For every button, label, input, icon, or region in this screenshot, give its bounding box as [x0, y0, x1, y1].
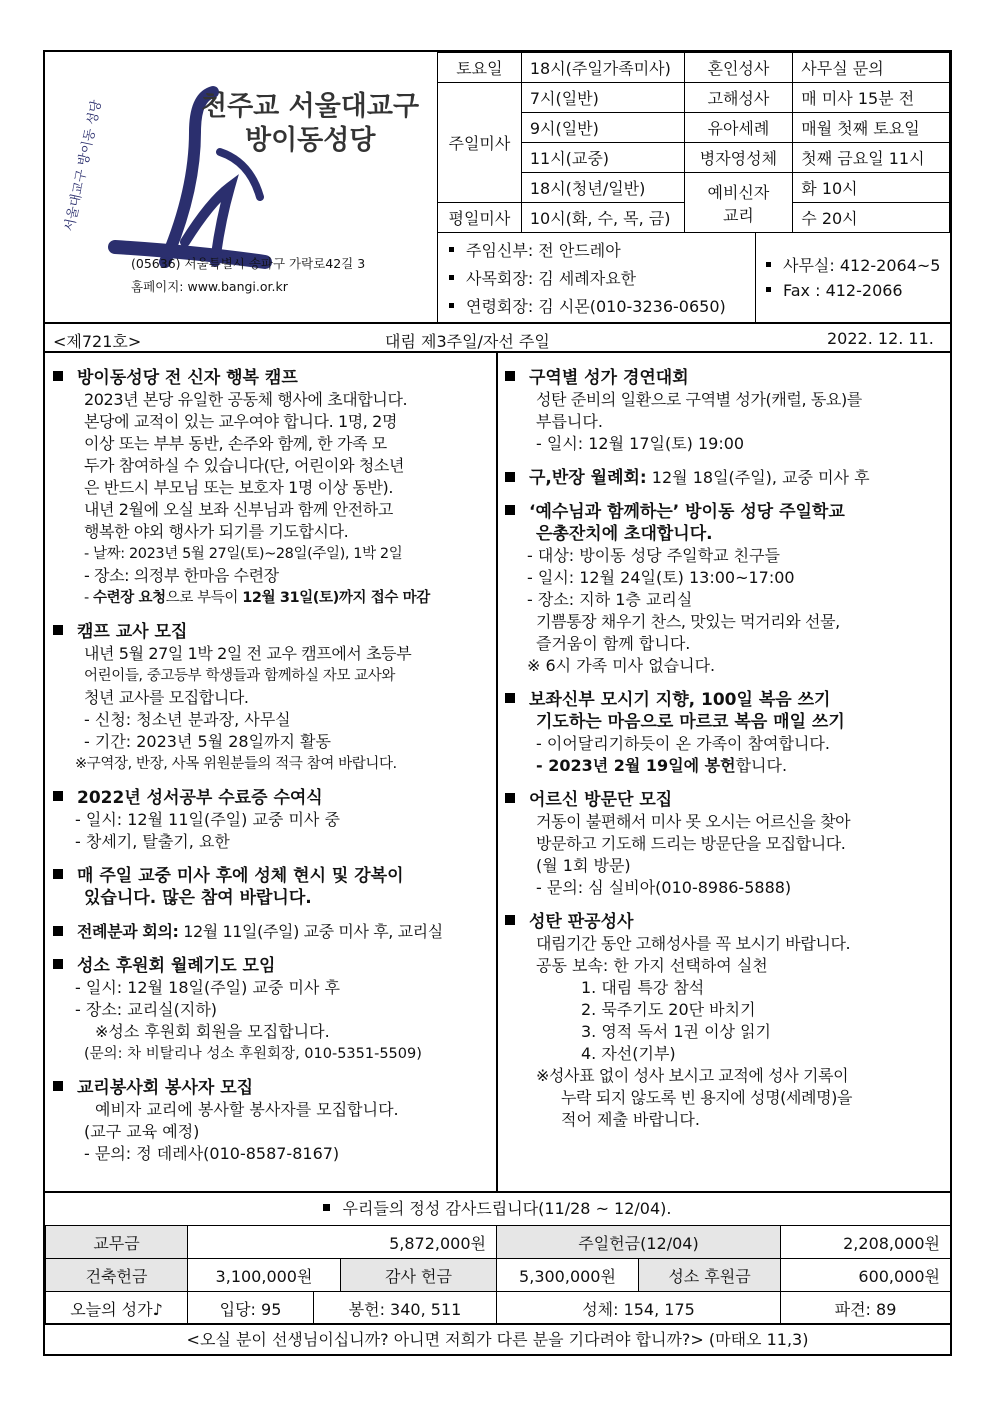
- square-bullet-icon: [505, 693, 515, 703]
- offering-table: [45, 1225, 951, 1325]
- bulletin-header: [45, 52, 950, 322]
- sponsor-place: - 장소: 교리실(지하): [75, 1000, 218, 1019]
- square-bullet-icon: [53, 791, 63, 801]
- section-title-cont: 있습니다. 많은 참여 바랍니다.: [84, 888, 312, 908]
- offering-value: 3,100,000원: [188, 1259, 341, 1292]
- offering-value: 2,208,000원: [781, 1226, 951, 1259]
- list-item: 3. 영적 독서 1권 이상 읽기: [581, 1022, 771, 1041]
- text-line: 방문하고 기도해 드리는 방문단을 모집합니다.: [536, 834, 846, 853]
- section-title: 매 주일 교중 미사 후에 성체 현시 및 강복이: [77, 866, 404, 886]
- section-title: 교리봉사회 봉사자 모집: [77, 1078, 254, 1098]
- offering-value: 5,872,000원: [188, 1226, 497, 1259]
- meeting-section: [505, 467, 945, 489]
- text-line: 대림기간 동안 고해성사를 꼭 보시기 바랍니다.: [536, 934, 851, 953]
- carol-section: [505, 367, 945, 455]
- section-title-cont: 은총잔치에 초대합니다.: [536, 524, 713, 544]
- square-bullet-icon: [505, 793, 515, 803]
- catechism-label-line2: 교리: [722, 205, 754, 225]
- teacher-section: [53, 621, 489, 775]
- section-title: 방이동성당 전 신자 행복 캠프: [77, 368, 298, 388]
- text-line: 행복한 야외 행사가 되기를 기도합시다.: [84, 522, 349, 541]
- text-line: 두가 참여하실 수 있습니다(단, 어린이와 청소년: [84, 456, 405, 475]
- staff-item: [449, 238, 621, 261]
- sponsor-contact: (문의: 차 비탈리나 성소 후원회장, 010-5351-5509): [84, 1046, 422, 1062]
- text-line: 내년 5월 27일 1박 2일 전 교우 캠프에서 초등부: [84, 644, 412, 663]
- elders-section: [505, 789, 945, 899]
- bible-books: - 창세기, 탈출기, 요한: [75, 832, 230, 851]
- text-line: 2023년 본당 유일한 공동체 행사에 초대합니다.: [84, 390, 408, 409]
- thanks-text: 우리들의 정성 감사드립니다(11/28 ~ 12/04).: [342, 1199, 672, 1218]
- deadline-bold: 수련장 요청: [93, 590, 166, 606]
- issue-date: 2022. 12. 11.: [827, 329, 934, 348]
- square-bullet-icon: [53, 625, 63, 635]
- hymn-offertory: 봉헌: 340, 511: [314, 1292, 497, 1325]
- text-line: 적어 제출 바랍니다.: [561, 1110, 700, 1129]
- section-title: 보좌신부 모시기 지향, 100일 복음 쓰기: [529, 690, 831, 710]
- gospel-line1: - 이어달리기하듯이 온 가족이 참여합니다.: [536, 734, 830, 753]
- text-line: ※성사표 없이 성사 보시고 교적에 성사 기록이: [536, 1066, 849, 1085]
- text-line: (월 1회 방문): [536, 856, 631, 875]
- sponsor-date: - 일시: 12월 18일(주일) 교중 미사 후: [75, 978, 340, 997]
- text-line: 은 반드시 부모님 또는 보호자 1명 이상 동반).: [84, 478, 394, 497]
- parish-title-line2: 방이동성당: [245, 125, 376, 156]
- meeting-text: 12월 18일(주일), 교중 미사 후: [646, 468, 870, 487]
- list-item: 2. 묵주기도 20단 바치기: [581, 1000, 756, 1019]
- issue-number: <제721호>: [53, 332, 142, 351]
- school-date: - 일시: 12월 24일(토) 13:00~17:00: [527, 568, 795, 587]
- text-line: 누락 되지 않도록 빈 용지에 성명(세례명)을: [561, 1088, 853, 1107]
- bible-date: - 일시: 12월 11일(주일) 교중 미사 중: [75, 810, 340, 829]
- volunteer-section: [53, 1077, 489, 1165]
- catechism-label: [684, 173, 793, 233]
- square-bullet-icon: [505, 915, 515, 925]
- square-bullet-icon: [505, 505, 515, 515]
- sunday-label: 주일미사: [438, 83, 522, 203]
- catechism-label-line1: 예비신자: [707, 182, 770, 202]
- section-title: 2022년 성서공부 수료증 수여식: [77, 788, 323, 808]
- square-bullet-icon: [505, 371, 515, 381]
- square-bullet-icon: [505, 472, 515, 482]
- thanks-banner: [45, 1191, 950, 1225]
- gospel-line2: [536, 755, 945, 777]
- issue-bar: [45, 322, 950, 353]
- service-label: 고해성사: [684, 83, 793, 113]
- gospel-date: - 2023년 2월 19일에 봉헌: [536, 756, 736, 775]
- parish-title-line1: 천주교 서울대교구: [201, 91, 420, 122]
- square-bullet-icon: [323, 1204, 330, 1211]
- teacher-period: - 기간: 2023년 5월 28일까지 활동: [84, 732, 331, 751]
- staff-contact-area: [437, 232, 950, 323]
- text-line: 이상 또는 부부 동반, 손주와 함께, 한 가족 모: [84, 434, 387, 453]
- confession-section: [505, 911, 945, 1131]
- weekday-label: 평일미사: [438, 203, 522, 233]
- text-line: 거동이 불편해서 미사 못 오시는 어르신을 찾아: [536, 812, 851, 831]
- sunday-time: 9시(일반): [521, 113, 684, 143]
- contact-item: [766, 281, 903, 300]
- adoration-section: [53, 865, 489, 909]
- section-title: 캠프 교사 모집: [77, 622, 188, 642]
- bullet-icon: [449, 303, 454, 308]
- staff-text: 사목회장: 김 세례자요한: [466, 269, 637, 288]
- staff-text: 주임신부: 전 안드레아: [466, 241, 621, 260]
- deadline-text: 으로 부득이: [165, 590, 243, 606]
- hymn-dismissal: 파견: 89: [781, 1292, 951, 1325]
- service-value: 매 미사 15분 전: [793, 83, 950, 113]
- text-line: 기쁨통장 채우기 찬스, 맛있는 먹거리와 선물,: [536, 612, 840, 631]
- text-line: 본당에 교적이 있는 교우여야 합니다. 1명, 2명: [84, 412, 397, 431]
- mass-schedule-table: [437, 52, 950, 233]
- offering-value: 600,000원: [781, 1259, 951, 1292]
- bullet-icon: [449, 275, 454, 280]
- text-line: 예비자 교리에 봉사할 봉사자를 모집합니다.: [95, 1100, 399, 1119]
- staff-list: [437, 233, 756, 323]
- issue-title: 대림 제3주일/자선 주일: [385, 332, 550, 351]
- service-label: 유아세례: [684, 113, 793, 143]
- hymn-communion: 성체: 154, 175: [497, 1292, 781, 1325]
- sunday-school-section: [505, 501, 945, 677]
- left-column: [53, 353, 489, 1165]
- logo-arc-text: 서울대교구 방이동 성당: [62, 98, 105, 233]
- parish-homepage[interactable]: 홈페이지: www.bangi.or.kr: [131, 279, 288, 294]
- square-bullet-icon: [53, 926, 63, 936]
- staff-item: [449, 294, 726, 317]
- catechism-time: 화 10시: [793, 173, 950, 203]
- text-line: (교구 교육 예정): [84, 1122, 200, 1141]
- section-title: 구,반장 월례회:: [529, 468, 647, 488]
- service-label: 혼인성사: [684, 53, 793, 83]
- offering-label: 건축헌금: [46, 1259, 188, 1292]
- service-label: 병자영성체: [684, 143, 793, 173]
- contact-text: 사무실: 412-2064~5: [783, 256, 941, 275]
- school-note: ※ 6시 가족 미사 없습니다.: [527, 656, 716, 675]
- contact-list: [756, 233, 950, 323]
- weekday-time: 10시(화, 수, 목, 금): [521, 203, 684, 233]
- service-value: 매월 첫째 토요일: [793, 113, 950, 143]
- saturday-time: 18시(주일가족미사): [521, 53, 684, 83]
- list-item: 4. 자선(기부): [581, 1044, 676, 1063]
- offering-label: 감사 헌금: [341, 1259, 497, 1292]
- saturday-label: 토요일: [438, 53, 522, 83]
- bullet-icon: [449, 247, 454, 252]
- contact-text: Fax : 412-2066: [783, 281, 903, 300]
- contact-item: [766, 253, 940, 276]
- gospel-section: [505, 689, 945, 777]
- text-line: 성탄 준비의 일환으로 구역별 성가(캐럴, 동요)를: [536, 390, 862, 409]
- sponsor-section: [53, 955, 489, 1065]
- staff-item: [449, 266, 636, 289]
- offering-label: 주일헌금(12/04): [497, 1226, 781, 1259]
- bible-verse: <오실 분이 선생님이십니까? 아니면 저희가 다른 분을 기다려야 합니까?> (마태오 11,3): [45, 1323, 950, 1357]
- liturgy-section: [53, 921, 489, 943]
- hymn-label: 오늘의 성가♪: [46, 1292, 188, 1325]
- liturgy-text: 12월 11일(주일) 교중 미사 후, 교리실: [178, 922, 443, 941]
- square-bullet-icon: [53, 959, 63, 969]
- sunday-time: 7시(일반): [521, 83, 684, 113]
- bible-section: [53, 787, 489, 853]
- offering-value: 5,300,000원: [497, 1259, 639, 1292]
- bulletin-page: [43, 50, 952, 1356]
- column-divider: [496, 353, 498, 1191]
- school-place: - 장소: 지하 1층 교리실: [527, 590, 693, 609]
- square-bullet-icon: [53, 869, 63, 879]
- section-title: ‘예수님과 함께하는’ 방이동 성당 주일학교: [529, 502, 845, 522]
- text-line: 부릅니다.: [536, 412, 603, 431]
- sunday-time: 11시(교중): [521, 143, 684, 173]
- sunday-time: 18시(청년/일반): [521, 173, 684, 203]
- text-line: 즐거움이 함께 합니다.: [536, 634, 691, 653]
- text-line: 공동 보속: 한 가지 선택하여 실천: [536, 956, 768, 975]
- bullet-icon: [766, 287, 771, 292]
- camp-date: - 날짜: 2023년 5월 27일(토)~28일(주일), 1박 2일: [84, 546, 403, 562]
- teacher-apply: - 신청: 청소년 분과장, 사무실: [84, 710, 291, 729]
- news-columns: [45, 353, 950, 1191]
- text-line: 청년 교사를 모집합니다.: [84, 688, 249, 707]
- text-line: 어린이들, 중고등부 학생들과 함께하실 자모 교사와: [84, 668, 396, 684]
- section-title: 성탄 판공성사: [529, 912, 634, 932]
- section-title: 구역별 성가 경연대회: [529, 368, 689, 388]
- school-target: - 대상: 방이동 성당 주일학교 친구들: [527, 546, 780, 565]
- offering-label: 성소 후원금: [639, 1259, 781, 1292]
- volunteer-contact: - 문의: 정 데레사(010-8587-8167): [84, 1144, 340, 1163]
- deadline-date: 12월 31일(토)까지 접수 마감: [242, 590, 430, 606]
- camp-deadline: - 수련장 요청으로 부득이 12월 31일(토)까지 접수 마감: [84, 590, 430, 606]
- section-title: 성소 후원회 월례기도 모임: [77, 956, 276, 976]
- teacher-note: ※구역장, 반장, 사목 위원분들의 적극 참여 바랍니다.: [75, 756, 397, 772]
- section-title-cont: 기도하는 마음으로 마르코 복음 매일 쓰기: [536, 712, 845, 732]
- square-bullet-icon: [53, 1081, 63, 1091]
- camp-section: [53, 367, 489, 609]
- elders-contact: - 문의: 심 실비아(010-8986-5888): [536, 878, 792, 897]
- list-item: 1. 대림 특강 참석: [581, 978, 705, 997]
- service-value: 사무실 문의: [793, 53, 950, 83]
- gospel-text: 합니다.: [735, 756, 788, 775]
- catechism-time: 수 20시: [793, 203, 950, 233]
- text-line: 내년 2월에 오실 보좌 신부님과 함께 안전하고: [84, 500, 393, 519]
- sponsor-note: ※성소 후원회 회원을 모집합니다.: [95, 1022, 330, 1041]
- carol-date: - 일시: 12월 17일(토) 19:00: [536, 434, 745, 453]
- section-title: 전례분과 회의:: [77, 922, 179, 941]
- staff-text: 연령회장: 김 시몬(010-3236-0650): [466, 297, 726, 316]
- offering-label: 교무금: [46, 1226, 188, 1259]
- hymn-entrance: 입당: 95: [188, 1292, 314, 1325]
- camp-place: - 장소: 의정부 한마음 수련장: [84, 566, 279, 585]
- square-bullet-icon: [53, 371, 63, 381]
- parish-address: (05636) 서울특별시 송파구 가락로42길 3: [131, 256, 366, 271]
- section-title: 어르신 방문단 모집: [529, 790, 673, 810]
- bullet-icon: [766, 262, 771, 267]
- service-value: 첫째 금요일 11시: [793, 143, 950, 173]
- logo-area: [45, 52, 438, 322]
- right-column: [505, 353, 945, 1131]
